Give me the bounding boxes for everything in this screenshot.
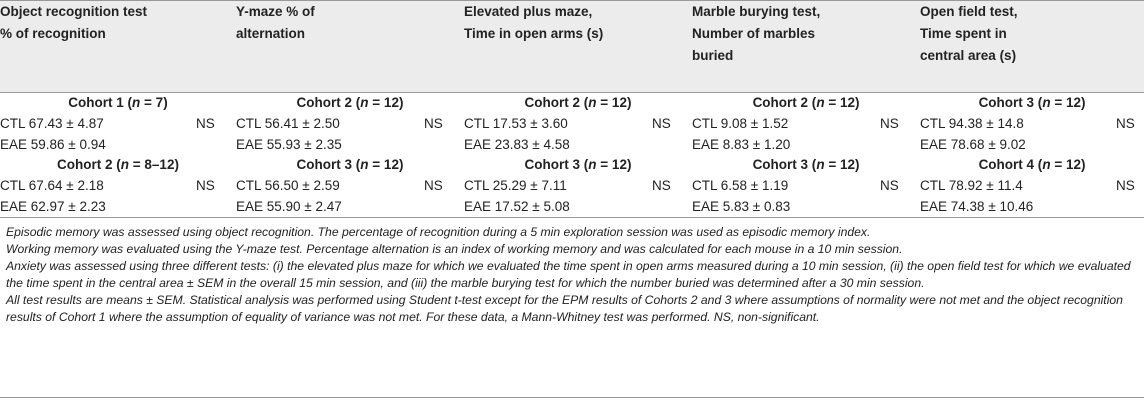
significance-cell — [424, 175, 464, 218]
header-line: buried — [692, 48, 734, 63]
eae-value: EAE 59.86 ± 0.94 — [0, 137, 106, 152]
ctl-value: CTL 56.41 ± 2.50 — [236, 116, 340, 131]
cohort-n-symbol: n — [360, 157, 369, 172]
bottom-rule — [0, 397, 1144, 398]
table-footnotes — [6, 224, 1140, 326]
significance-cell — [652, 175, 692, 218]
cohort-size-text: = 12) — [1050, 157, 1086, 172]
value-cell — [236, 175, 424, 218]
header-y-maze — [236, 1, 464, 93]
cohort-n-symbol: n — [588, 95, 597, 110]
header-line: % of recognition — [0, 26, 106, 41]
value-cell — [920, 113, 1116, 155]
eae-value: EAE 78.68 ± 9.02 — [920, 137, 1026, 152]
cohort-label — [692, 93, 920, 114]
cohort-n-symbol: n — [360, 95, 369, 110]
cohort-label — [920, 155, 1144, 175]
cohort-size-text: = 12) — [824, 95, 860, 110]
cohort-n-symbol: n — [132, 95, 141, 110]
header-line: Marble burying test, — [692, 4, 821, 19]
eae-value: EAE 5.83 ± 0.83 — [692, 199, 791, 214]
cohort-n-symbol: n — [1042, 157, 1051, 172]
significance-cell — [880, 175, 920, 218]
cohort-size-text: = 12) — [596, 95, 632, 110]
eae-value: EAE 8.83 ± 1.20 — [692, 137, 791, 152]
cohort-label-text: Cohort 2 ( — [296, 95, 361, 110]
cohort-size-text: = 12) — [368, 95, 404, 110]
cohort-label-text: Cohort 3 ( — [752, 157, 817, 172]
ctl-value: CTL 56.50 ± 2.59 — [236, 178, 340, 193]
significance-cell — [880, 113, 920, 155]
cohort-size-text: = 12) — [368, 157, 404, 172]
cohort-size-text: = 8–12) — [129, 157, 179, 172]
significance-label: NS — [424, 116, 443, 131]
value-cell — [920, 175, 1116, 218]
cohort-label — [920, 93, 1144, 114]
eae-value: EAE 62.97 ± 2.23 — [0, 199, 106, 214]
header-line: Open field test, — [920, 4, 1018, 19]
cohort-label-text: Cohort 2 ( — [524, 95, 589, 110]
significance-label: NS — [652, 178, 671, 193]
cohort-label-text: Cohort 3 ( — [524, 157, 589, 172]
significance-cell — [424, 113, 464, 155]
header-line: Elevated plus maze, — [464, 4, 593, 19]
significance-cell — [196, 113, 236, 155]
cohort-label — [464, 93, 692, 114]
table-row — [0, 175, 1144, 218]
header-line: Object recognition test — [0, 4, 148, 19]
significance-cell — [1116, 113, 1144, 155]
significance-label: NS — [1116, 116, 1135, 131]
cohort-n-symbol: n — [1042, 95, 1051, 110]
ctl-value: CTL 6.58 ± 1.19 — [692, 178, 789, 193]
ctl-value: CTL 94.38 ± 14.8 — [920, 116, 1024, 131]
header-line: alternation — [236, 26, 306, 41]
cohort-size-text: = 12) — [824, 157, 860, 172]
ctl-value: CTL 78.92 ± 11.4 — [920, 178, 1023, 193]
cohort-label — [692, 155, 920, 175]
significance-label: NS — [880, 178, 899, 193]
header-marble-burying — [692, 1, 920, 93]
cohort-n-symbol: n — [120, 157, 130, 172]
header-line: central area (s) — [920, 48, 1017, 63]
cohort-label-text: Cohort 1 ( — [68, 95, 133, 110]
header-line: Time spent in — [920, 26, 1007, 41]
cohort-label-text: Cohort 3 ( — [296, 157, 361, 172]
significance-cell — [652, 113, 692, 155]
eae-value: EAE 23.83 ± 4.58 — [464, 137, 570, 152]
cohort-label-text: Cohort 2 ( — [752, 95, 817, 110]
cohort-label-text: Cohort 3 ( — [978, 95, 1043, 110]
eae-value: EAE 74.38 ± 10.46 — [920, 199, 1034, 214]
ctl-value: CTL 67.43 ± 4.87 — [0, 116, 104, 131]
ctl-value: CTL 17.53 ± 3.60 — [464, 116, 568, 131]
significance-label: NS — [196, 116, 215, 131]
header-line: Time in open arms (s) — [464, 26, 604, 41]
cohort-size-text: = 12) — [1050, 95, 1086, 110]
cohort-n-symbol: n — [816, 95, 825, 110]
value-cell — [0, 113, 196, 155]
header-object-recognition — [0, 1, 236, 93]
cohort-label — [236, 155, 464, 175]
footnote: Anxiety was assessed using three different tests: (i) the elevated plus maze for which we evaluated the time spent in open arms measured during a 10 min session, (ii) the open field test for which we evaluated the time spent in the central area ± SEM in the overall 15 min session, and (iii) the marble burying test for which the number buried was determined after a 30 min session. — [6, 259, 1131, 290]
cohort-size-text: = 12) — [596, 157, 632, 172]
footnote: All test results are means ± SEM. Statistical analysis was performed using Student t-test except for the EPM results of Cohorts 2 and 3 where assumptions of normality were not met and the object recognition results of Cohort 1 where the assumption of equality of variance was not met. For these data, a Mann-Whitney test was performed. NS, non-significant. — [6, 293, 1123, 324]
cohort-row — [0, 155, 1144, 175]
footnote: Episodic memory was assessed using object recognition. The percentage of recognition during a 5 min exploration session was used as episodic memory index. — [6, 225, 871, 239]
table-row — [0, 113, 1144, 155]
header-row — [0, 1, 1144, 93]
significance-label: NS — [880, 116, 899, 131]
significance-label: NS — [196, 178, 215, 193]
ctl-value: CTL 25.29 ± 7.11 — [464, 178, 567, 193]
significance-label: NS — [424, 178, 443, 193]
header-line: Y-maze % of — [236, 4, 315, 19]
cohort-n-symbol: n — [588, 157, 597, 172]
cohort-n-symbol: n — [816, 157, 825, 172]
value-cell — [464, 175, 652, 218]
significance-label: NS — [652, 116, 671, 131]
header-elevated-plus-maze — [464, 1, 692, 93]
cohort-label — [464, 155, 692, 175]
footnote: Working memory was evaluated using the Y-maze test. Percentage alternation is an index of working memory and was calculated for each mouse in a 10 min session. — [6, 242, 903, 256]
ctl-value: CTL 67.64 ± 2.18 — [0, 178, 104, 193]
cohort-label — [236, 93, 464, 114]
cohort-label-text: Cohort 2 ( — [57, 157, 121, 172]
significance-label: NS — [1116, 178, 1135, 193]
header-line: Number of marbles — [692, 26, 816, 41]
significance-cell — [196, 175, 236, 218]
value-cell — [0, 175, 196, 218]
cohort-size-text: = 7) — [140, 95, 168, 110]
cohort-label-text: Cohort 4 ( — [978, 157, 1043, 172]
cohort-label — [0, 93, 236, 114]
value-cell — [692, 113, 880, 155]
ctl-value: CTL 9.08 ± 1.52 — [692, 116, 789, 131]
value-cell — [464, 113, 652, 155]
eae-value: EAE 17.52 ± 5.08 — [464, 199, 570, 214]
significance-cell — [1116, 175, 1144, 218]
cohort-row — [0, 93, 1144, 114]
eae-value: EAE 55.93 ± 2.35 — [236, 137, 342, 152]
value-cell — [236, 113, 424, 155]
cohort-label — [0, 155, 236, 175]
value-cell — [692, 175, 880, 218]
eae-value: EAE 55.90 ± 2.47 — [236, 199, 342, 214]
header-open-field — [920, 1, 1144, 93]
